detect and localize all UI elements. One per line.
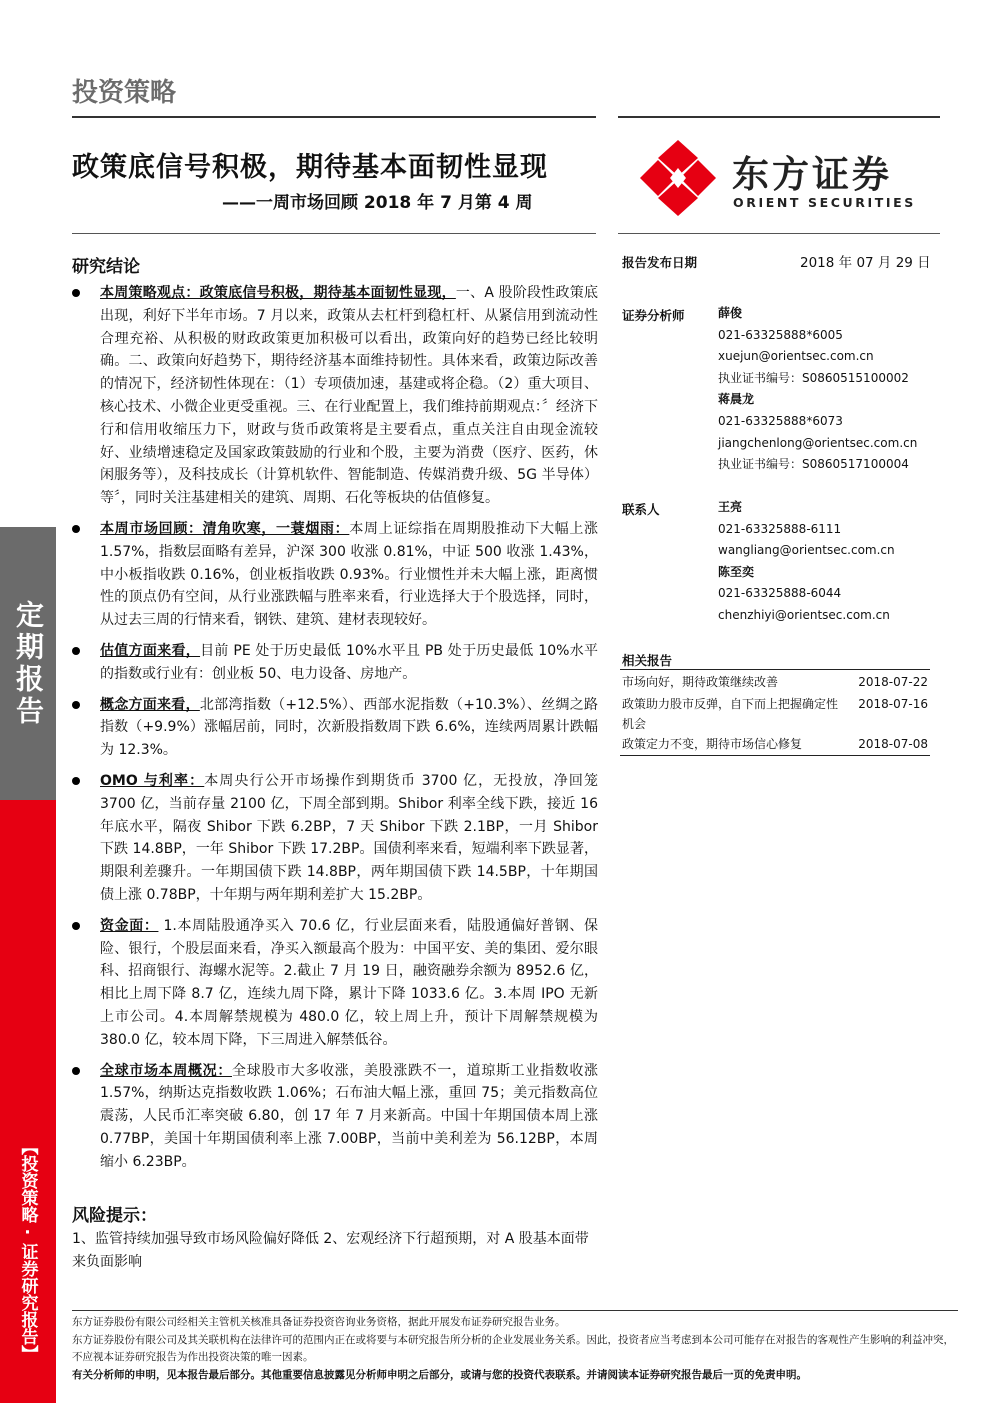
related-report-date: 2018-07-16 [858, 697, 928, 711]
report-subtitle: ——一周市场回顾 2018 年 7 月第 4 周 [222, 193, 533, 213]
related-report-item[interactable] [622, 694, 930, 734]
analyst-cert: 执业证书编号：S0860517100004 [718, 457, 909, 472]
bullet-dot [72, 525, 80, 533]
brand-logo-icon [636, 138, 720, 218]
related-report-item[interactable] [622, 672, 930, 692]
bullet-lead: OMO 与利率： [100, 772, 205, 789]
bullet-text: 北部湾指数（+12.5%）、西部水泥指数（+10.3%）、丝绸之路指数（+9.9%）涨幅居前，同时，次新股指数周下跌 6.6%，连续两周累计跌幅为 12.3%。 [100, 696, 599, 759]
bullet-omo-rates [72, 770, 598, 907]
bullet-strategy [72, 282, 598, 510]
bullet-global-markets [72, 1060, 598, 1174]
publish-date-label: 报告发布日期 [622, 255, 698, 270]
bullet-liquidity [72, 915, 598, 1052]
report-category: 投资策略 [72, 78, 177, 108]
bullet-dot [72, 922, 80, 930]
contact-email[interactable]: wangliang@orientsec.com.cn [718, 543, 895, 558]
bullet-text: 目前 PE 处于历史最低 10%水平且 PB 处于历史最低 10%水平的指数或行业有：创业板 50、电力设备、房地产。 [100, 642, 598, 682]
related-report-date: 2018-07-08 [858, 737, 928, 751]
analyst-cert: 执业证书编号：S0860515100002 [718, 370, 909, 385]
publish-date-value: 2018 年 07 月 29 日 [800, 255, 931, 271]
bullet-lead: 资金面： [100, 917, 159, 934]
bullet-valuation [72, 640, 598, 686]
bullet-text: 本周央行公开市场操作到期货币 3700 亿，无投放，净回笼 3700 亿，当前存量 2100 亿，下周全部到期。Shibor 利率全线下跌，接近 16 年底水平，隔夜 Shibor 下跌 6.2BP，7 天 Shibor 下跌 2.1BP，一月 Shibor 下跌 14.8BP，一年 Shibor 下跌 17.2BP。国债利率来看，短端利率下跌显著，期限利差骤升。一年期国债下跌 14.8BP，两年期国债下跌 14.5BP，十年期国债上涨 0.78BP，十年期与两年期利差扩大 15.2BP。 [100, 772, 599, 903]
sidebar [0, 0, 56, 1403]
analyst-name: 薛俊 [718, 306, 743, 320]
sidebar-report-type: 定期报告 [12, 599, 45, 728]
related-report-item[interactable] [622, 734, 930, 754]
footer-divider [72, 1310, 958, 1311]
analyst-list [718, 303, 938, 476]
bullet-text: 1.本周陆股通净买入 70.6 亿，行业层面来看，陆股通偏好普钢、保险、银行，个股层面来看，净买入额最高个股为：中国平安、美的集团、爱尔眼科、招商银行、海螺水泥等。2.截止 7 月 19 日，融资融券余额为 8952.6 亿，相比上周下降 8.7 亿，连续九周下降，累计下降 1033.6 亿。3.本周 IPO 无新上市公司。4.本周解禁规模为 480.0 亿，较上周上升，预计下周解禁规模为 380.0 亿，较本周下降，下三周进入解禁低谷。 [100, 917, 598, 1048]
sidebar-report-category: 【投资策略·证券研究报告】 [17, 1138, 38, 1362]
related-divider-bottom [620, 755, 930, 756]
bullet-lead: 全球市场本周概况： [100, 1062, 232, 1079]
bullet-concepts [72, 694, 598, 762]
brand-name-cn: 东方证券 [732, 153, 892, 196]
header-divider-left [72, 116, 596, 118]
bullet-text: 全球股市大多收涨，美股涨跌不一，道琼斯工业指数收涨 1.57%，纳斯达克指数收跌 1.06%；石布油大幅上涨，重回 75；美元指数高位震荡，人民币汇率突破 6.80，创 17 年 7 月来新高。中国十年期国债本周上涨 0.77BP，美国十年期国债利率上涨 7.00BP，当前中美利差为 56.12BP，本周缩小 6.23BP。 [100, 1062, 598, 1170]
analyst-name: 蒋晨龙 [718, 392, 755, 407]
analyst-email[interactable]: jiangchenlong@orientsec.com.cn [718, 435, 918, 450]
brand-logo [636, 138, 936, 218]
brand-name-en: ORIENT SECURITIES [733, 195, 916, 210]
contact-list [718, 497, 938, 627]
footer-line-notice: 有关分析师的申明，见本报告最后部分。其他重要信息披露见分析师申明之后部分，或请与您的投资代表联系。并请阅读本证券研究报告最后一页的免责申明。 [72, 1368, 807, 1381]
sidebar-top-blank [0, 0, 56, 527]
risk-heading: 风险提示： [72, 1206, 157, 1226]
contact-name: 陈至奕 [718, 564, 755, 579]
bullet-lead: 本周市场回顾：清角吹寒，一蓑烟雨： [100, 520, 350, 537]
related-report-title: 政策助力股市反弹，自下而上把握确定性 [622, 697, 839, 711]
analyst-phone: 021-63325888*6073 [718, 413, 843, 428]
footer-line-conflict: 东方证券股份有限公司及其关联机构在法律许可的范围内正在或将要与本研究报告所分析的企业发展业务关系。因此，投资者应当考虑到本公司可能存在对报告的客观性产生影响的利益冲突，不应视本证券研究报告为作出投资决策的唯一因素。 [72, 1333, 954, 1363]
bullet-dot [72, 1067, 80, 1075]
research-heading: 研究结论 [72, 257, 140, 277]
bullet-lead: 估值方面来看， [100, 642, 201, 659]
bullet-dot [72, 701, 80, 709]
related-report-title: 市场向好，期待政策继续改善 [622, 675, 779, 689]
related-report-title: 政策定力不变，期待市场信心修复 [622, 737, 803, 751]
analyst-label: 证券分析师 [622, 308, 685, 323]
analyst-email[interactable]: xuejun@orientsec.com.cn [718, 349, 874, 364]
title-divider-right [618, 233, 940, 234]
bullet-dot [72, 777, 80, 785]
contact-email[interactable]: chenzhiyi@orientsec.com.cn [718, 607, 890, 622]
related-report-date: 2018-07-22 [858, 675, 928, 689]
contact-phone: 021-63325888-6111 [718, 521, 842, 536]
report-title: 政策底信号积极，期待基本面韧性显现 [72, 152, 548, 183]
related-heading: 相关报告 [622, 653, 673, 668]
sidebar-gray-block [0, 527, 56, 800]
contact-phone: 021-63325888-6044 [718, 586, 842, 601]
title-divider-left [72, 233, 596, 234]
related-divider-top [620, 669, 930, 670]
sidebar-red-block [0, 800, 56, 1403]
bullet-lead: 概念方面来看， [100, 696, 200, 713]
footer-line-qualification: 东方证券股份有限公司经相关主管机关核准具备证券投资咨询业务资格，据此开展发布证券研究报告业务。 [72, 1316, 566, 1328]
header-divider-right [618, 116, 940, 118]
footer-disclaimer [72, 1314, 958, 1384]
bullet-market-review [72, 518, 598, 632]
contact-name: 王亮 [718, 500, 743, 514]
bullet-dot [72, 647, 80, 655]
bullet-text: 本周上证综指在周期股推动下大幅上涨 1.57%，指数层面略有差异，沪深 300 收涨 0.81%，中证 500 收涨 1.43%，中小板指收跌 0.16%，创业板指收跌 0.93%。行业惯性并未大幅上涨，距离惯性的顶点仍有空间，从行业涨跌幅与胜率来看，行业选择大于个股选择，同时，从过去三周的行情来看，钢铁、建筑、建材表现较好。 [100, 520, 599, 629]
related-report-title-cont: 机会 [622, 717, 647, 731]
bullet-dot [72, 289, 80, 297]
contact-label: 联系人 [622, 502, 660, 517]
risk-text: 1、监管持续加强导致市场风险偏好降低 2、宏观经济下行超预期，对 A 股基本面带来负面影响 [72, 1231, 589, 1270]
analyst-phone: 021-63325888*6005 [718, 327, 843, 342]
bullet-text: 一、A 股阶段性政策底出现，利好下半年市场。7 月以来，政策从去杠杆到稳杠杆、从紧信用到流动性合理充裕、从积极的财政政策更加积极可以看出，政策向好的趋势已经比较明确。二、政策向好趋势下，期待经济基本面维持韧性。具体来看，政策边际改善的情况下，经济韧性体现在：（1）专项债加速，基建或将企稳。（2）重大项目、核心技术、小微企业更受重视。三、在行业配置上，我们维持前期观点：〞经济下行和信用收缩压力下，财政与货币政策将是主要看点，重点关注自由现金流较好、业绩增速稳定及国家政策鼓励的行业和个股，主要为消费（医疗、医药，休闲服务等），及科技成长（计算机软件、智能制造、传媒消费升级、5G 半导体）等〞，同时关注基建相关的建筑、周期、石化等板块的估值修复。 [100, 285, 598, 507]
research-bullets [72, 282, 598, 1181]
bullet-lead: 本周策略观点：政策底信号积极，期待基本面韧性显现， [100, 285, 456, 301]
